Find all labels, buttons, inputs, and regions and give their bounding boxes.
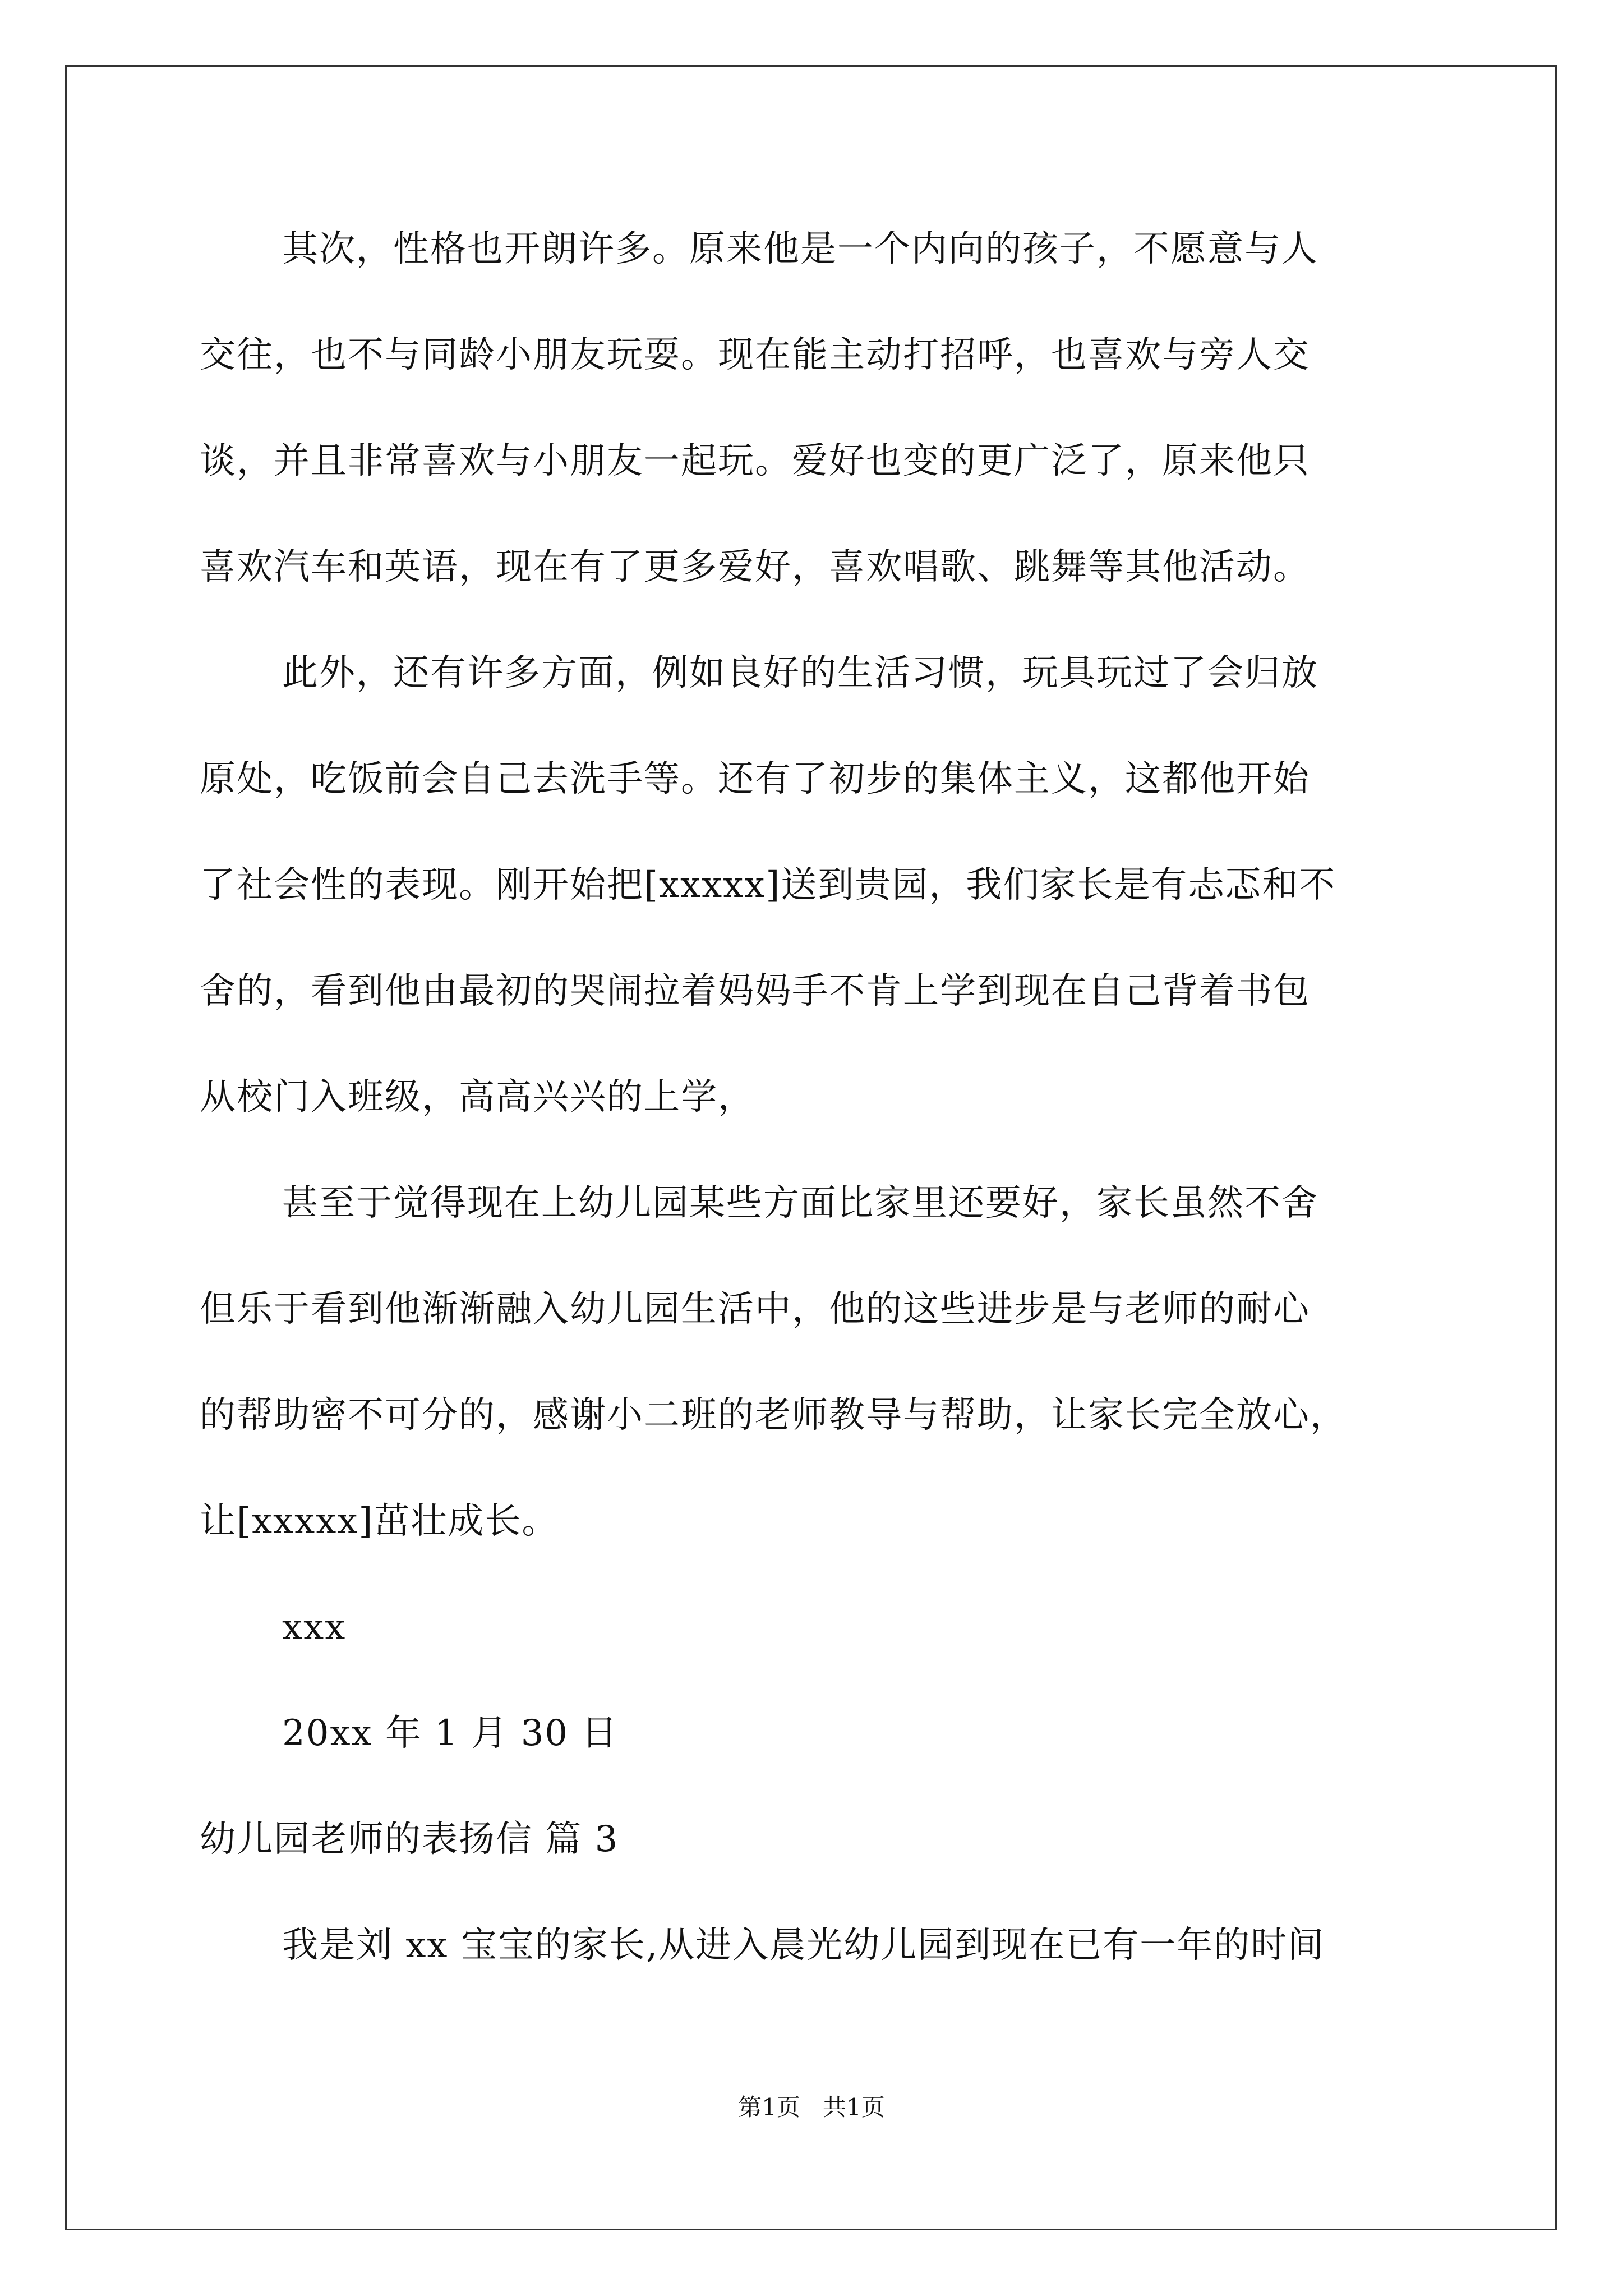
paragraph-line: 但乐于看到他渐渐融入幼儿园生活中，他的这些进步是与老师的耐心 [200,1289,1310,1330]
paragraph-line: 此外，还有许多方面，例如良好的生活习惯，玩具玩过了会归放 [282,652,1318,694]
paragraph-line: 舍的，看到他由最初的哭闹拉着妈妈手不肯上学到现在自己背着书包 [200,970,1310,1012]
signature-name: xxx [282,1607,347,1648]
paragraph-line: 了社会性的表现。刚开始把[xxxxx]送到贵园，我们家长是有忐忑和不 [200,864,1336,906]
page-footer: 第1页 共1页 [738,2093,885,2121]
paragraph-line: 喜欢汽车和英语，现在有了更多爱好，喜欢唱歌、跳舞等其他活动。 [200,546,1310,588]
paragraph-line: 让[xxxxx]茁壮成长。 [200,1501,559,1542]
paragraph-line: 谈，并且非常喜欢与小朋友一起玩。爱好也变的更广泛了，原来他只 [200,440,1310,482]
paragraph-line: 甚至于觉得现在上幼儿园某些方面比家里还要好，家长虽然不舍 [282,1182,1318,1224]
paragraph-line: 其次，性格也开朗许多。原来他是一个内向的孩子，不愿意与人 [282,228,1318,270]
paragraph-line: 交往，也不与同龄小朋友玩耍。现在能主动打招呼，也喜欢与旁人交 [200,334,1310,376]
section-heading: 幼儿园老师的表扬信 篇 3 [200,1819,619,1860]
paragraph-line: 原处，吃饭前会自己去洗手等。还有了初步的集体主义，这都他开始 [200,758,1310,800]
paragraph-line: 从校门入班级，高高兴兴的上学， [200,1076,755,1118]
page-border [65,65,1557,2230]
paragraph-line: 的帮助密不可分的，感谢小二班的老师教导与帮助，让家长完全放心， [200,1395,1347,1436]
signature-date: 20xx 年 1 月 30 日 [282,1713,619,1754]
paragraph-line: 我是刘 xx 宝宝的家长,从进入晨光幼儿园到现在已有一年的时间 [282,1925,1325,1966]
